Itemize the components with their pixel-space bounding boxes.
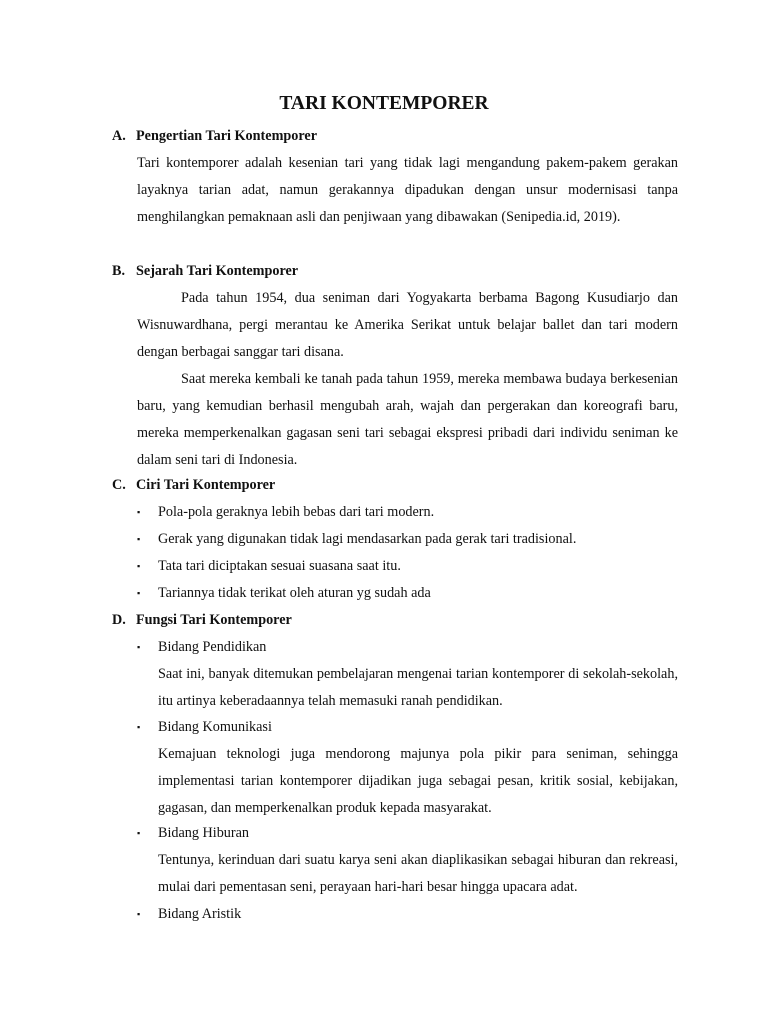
- section-heading-d: [112, 607, 292, 634]
- list-item-description: Tentunya, kerinduan dari suatu karya seni akan diaplikasikan sebagai hiburan dan rekreasi, mulai dari pementasan seni, perayaan hari-hari besar hingga upacara adat.: [158, 852, 678, 895]
- section-heading-a: [112, 123, 317, 150]
- section-title: Ciri Tari Kontemporer: [136, 477, 276, 493]
- paragraph-history-1: Pada tahun 1954, dua seniman dari Yogyakarta berbama Bagong Kusudiarjo dan Wisnuwardhana, pergi merantau ke Amerika Serikat untuk belajar ballet dan tari modern dengan berbagai sanggar tari disana.: [137, 290, 678, 360]
- section-letter: D.: [112, 612, 126, 628]
- list-item-text: Tata tari diciptakan sesuai suasana saat itu.: [158, 558, 401, 574]
- list-item-description: Saat ini, banyak ditemukan pembelajaran mengenai tarian kontemporer di sekolah-sekolah, itu artinya keberadaannya telah memasuki ranah pendidikan.: [158, 666, 678, 709]
- section-letter: C.: [112, 477, 126, 493]
- section-title: Sejarah Tari Kontemporer: [136, 263, 299, 279]
- section-title: Fungsi Tari Kontemporer: [136, 612, 292, 628]
- section-letter: A.: [112, 128, 126, 144]
- section-heading-c: [112, 472, 275, 499]
- page-title: TARI KONTEMPORER: [279, 93, 489, 114]
- bullet-icon: ▪: [137, 507, 141, 517]
- bullet-icon: ▪: [137, 588, 141, 598]
- list-item-description: Kemajuan teknologi juga mendorong majunya pola pikir para seniman, sehingga implementasi tarian kontemporer dijadikan juga sebagai pesan, kritik sosial, kebijakan, gagasan, dan memperkenalkan produk kepada masyarakat.: [158, 746, 678, 816]
- bullet-icon: ▪: [137, 909, 141, 919]
- list-item-text: Gerak yang digunakan tidak lagi mendasarkan pada gerak tari tradisional.: [158, 531, 577, 547]
- bullet-icon: ▪: [137, 722, 141, 732]
- bullet-icon: ▪: [137, 828, 141, 838]
- bullet-icon: ▪: [137, 642, 141, 652]
- list-item-label: Bidang Hiburan: [158, 825, 250, 841]
- bullet-icon: ▪: [137, 561, 141, 571]
- list-item-label: Bidang Aristik: [158, 906, 242, 922]
- paragraph-history-2: Saat mereka kembali ke tanah pada tahun 1959, mereka membawa budaya berkesenian baru, yang kemudian berhasil mengubah arah, wajah dan pergerakan dan koreografi baru, mereka memperkenalkan gagasan seni tari sebagai ekspresi pribadi dari individu seniman ke dalam seni tari di Indonesia.: [137, 371, 678, 468]
- paragraph-definition: Tari kontemporer adalah kesenian tari yang tidak lagi mengandung pakem-pakem gerakan layaknya tarian adat, namun gerakannya dipadukan dengan unsur modernisasi tanpa menghilangkan pemaknaan asli dan penjiwaan yang dibawakan (Senipedia.id, 2019).: [137, 155, 678, 225]
- section-heading-b: [112, 258, 298, 285]
- section-title: Pengertian Tari Kontemporer: [136, 128, 317, 144]
- list-item-label: Bidang Komunikasi: [158, 719, 272, 735]
- list-item-text: Tariannya tidak terikat oleh aturan yg sudah ada: [158, 585, 431, 601]
- list-item-text: Pola-pola geraknya lebih bebas dari tari modern.: [158, 504, 435, 520]
- bullet-icon: ▪: [137, 534, 141, 544]
- section-letter: B.: [112, 263, 126, 279]
- list-item-label: Bidang Pendidikan: [158, 639, 267, 655]
